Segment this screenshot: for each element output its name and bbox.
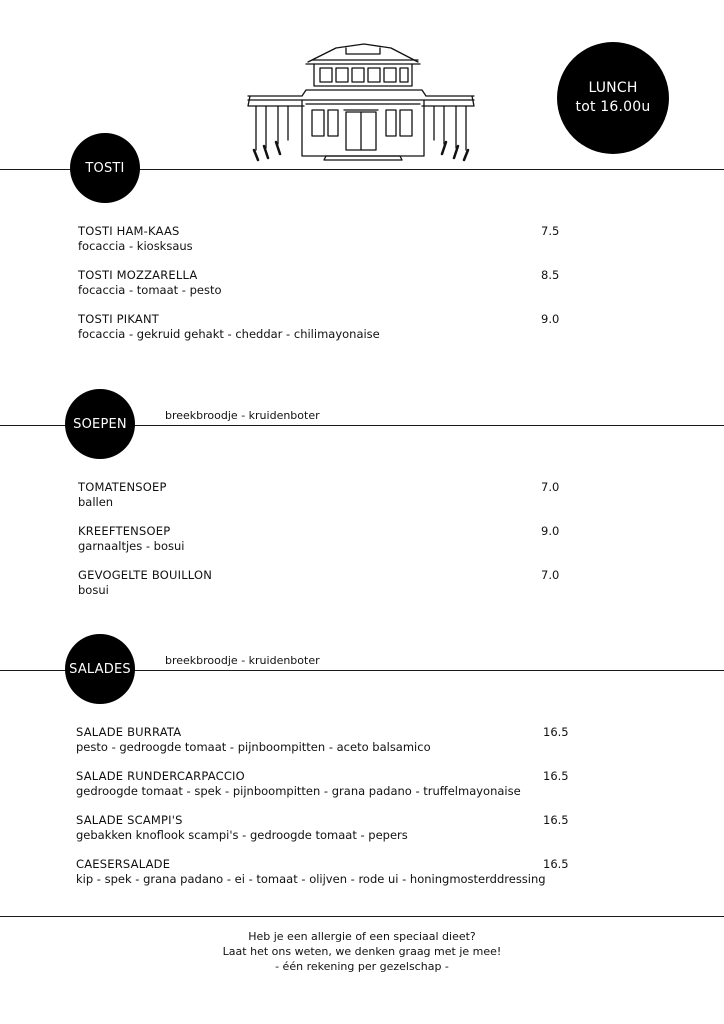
- lunch-label: LUNCH: [588, 80, 638, 96]
- item-price: 7.0: [541, 568, 560, 582]
- section-title: TOSTI: [85, 160, 125, 176]
- menu-item: [78, 480, 167, 510]
- footer-billing-note: - één rekening per gezelschap -: [275, 960, 449, 973]
- item-price: 8.5: [541, 268, 560, 282]
- menu-item: [76, 857, 546, 887]
- footer-allergy-question: Heb je een allergie of een speciaal dieet?: [248, 930, 476, 943]
- section-note: breekbroodje - kruidenboter: [165, 409, 320, 422]
- footer-note: [0, 929, 724, 974]
- menu-item: [78, 524, 185, 554]
- item-description: focaccia - tomaat - pesto: [78, 283, 222, 297]
- item-name: TOSTI HAM-KAAS: [78, 224, 180, 238]
- item-name: TOSTI MOZZARELLA: [78, 268, 198, 282]
- menu-item: [78, 568, 212, 598]
- section-note: breekbroodje - kruidenboter: [165, 654, 320, 667]
- house-sketch-icon: [246, 40, 476, 162]
- item-name: SALADE RUNDERCARPACCIO: [76, 769, 245, 783]
- section-title: SOEPEN: [73, 416, 127, 432]
- lunch-badge: [557, 42, 669, 154]
- item-name: CAESERSALADE: [76, 857, 171, 871]
- item-name: TOMATENSOEP: [78, 480, 167, 494]
- item-description: garnaaltjes - bosui: [78, 539, 185, 553]
- item-name: SALADE SCAMPI'S: [76, 813, 183, 827]
- item-description: ballen: [78, 495, 114, 509]
- item-name: GEVOGELTE BOUILLON: [78, 568, 213, 582]
- menu-item: [76, 769, 521, 799]
- item-description: gedroogde tomaat - spek - pijnboompitten - grana padano - truffelmayonaise: [76, 784, 521, 798]
- item-description: bosui: [78, 583, 109, 597]
- item-price: 9.0: [541, 312, 560, 326]
- item-price: 16.5: [543, 813, 569, 827]
- item-description: focaccia - gekruid gehakt - cheddar - chilimayonaise: [78, 327, 380, 341]
- footer-divider: [0, 916, 724, 917]
- section-badge-soepen: [65, 389, 135, 459]
- item-name: KREEFTENSOEP: [78, 524, 171, 538]
- menu-item: [76, 725, 431, 755]
- item-description: gebakken knoflook scampi's - gedroogde tomaat - pepers: [76, 828, 408, 842]
- section-badge-tosti: [70, 133, 140, 203]
- item-description: focaccia - kiosksaus: [78, 239, 193, 253]
- menu-item: [78, 312, 380, 342]
- menu-item: [78, 224, 193, 254]
- item-price: 9.0: [541, 524, 560, 538]
- item-price: 16.5: [543, 725, 569, 739]
- lunch-time: tot 16.00u: [575, 99, 651, 115]
- menu-item: [78, 268, 222, 298]
- menu-item: [76, 813, 408, 843]
- item-name: TOSTI PIKANT: [78, 312, 160, 326]
- item-price: 16.5: [543, 769, 569, 783]
- footer-allergy-invite: Laat het ons weten, we denken graag met je mee!: [222, 945, 502, 958]
- section-badge-salades: [65, 634, 135, 704]
- item-price: 7.0: [541, 480, 560, 494]
- item-description: kip - spek - grana padano - ei - tomaat - olijven - rode ui - honingmosterddressing: [76, 872, 546, 886]
- section-title: SALADES: [69, 661, 131, 677]
- item-description: pesto - gedroogde tomaat - pijnboompitten - aceto balsamico: [76, 740, 431, 754]
- item-name: SALADE BURRATA: [76, 725, 182, 739]
- item-price: 16.5: [543, 857, 569, 871]
- item-price: 7.5: [541, 224, 560, 238]
